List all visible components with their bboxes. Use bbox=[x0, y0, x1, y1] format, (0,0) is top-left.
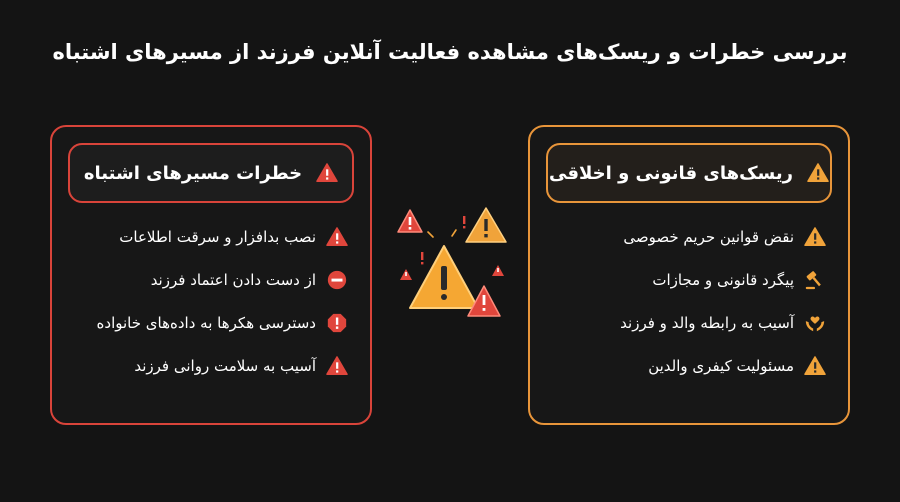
list-item-label: آسیب به رابطه والد و فرزند bbox=[620, 314, 794, 332]
legal-risks-panel bbox=[528, 125, 850, 425]
warning-icon bbox=[326, 226, 348, 248]
warning-icon bbox=[804, 226, 826, 248]
exclamation-mark bbox=[463, 216, 465, 228]
list-item-label: دسترسی هکرها به داده‌های خانواده bbox=[96, 314, 316, 332]
list-item-label: مسئولیت کیفری والدین bbox=[648, 357, 794, 375]
warning-signs-illustration bbox=[384, 206, 514, 324]
warning-icon bbox=[326, 355, 348, 377]
list-item bbox=[530, 225, 848, 249]
list-item-label: نصب بدافزار و سرقت اطلاعات bbox=[119, 228, 316, 246]
legal-risks-panel-title: ریسک‌های قانونی و اخلاقی bbox=[549, 162, 793, 184]
exclamation-mark bbox=[421, 252, 423, 264]
list-item bbox=[52, 268, 370, 292]
list-item bbox=[530, 311, 848, 335]
dangers-panel-header bbox=[68, 143, 354, 203]
dangers-panel bbox=[50, 125, 372, 425]
list-item bbox=[52, 354, 370, 378]
list-item bbox=[52, 225, 370, 249]
exclamation-icon bbox=[326, 312, 348, 334]
heart-hands-icon bbox=[804, 312, 826, 334]
gavel-icon bbox=[804, 269, 826, 291]
page-title: بررسی خطرات و ریسک‌های مشاهده فعالیت آنلاین فرزند از مسیرهای اشتباه bbox=[52, 40, 848, 64]
warning-icon bbox=[398, 210, 422, 232]
list-item-label: پیگرد قانونی و مجازات bbox=[652, 271, 794, 289]
warning-icon bbox=[410, 246, 478, 308]
warning-icon bbox=[466, 208, 506, 242]
warning-icon bbox=[400, 269, 412, 280]
list-item bbox=[52, 311, 370, 335]
spark-lines bbox=[428, 230, 456, 237]
dangers-panel-title: خطرات مسیرهای اشتباه bbox=[83, 162, 303, 184]
warning-icon bbox=[492, 265, 504, 276]
list-item-label: نقض قوانین حریم خصوصی bbox=[623, 228, 794, 246]
no-entry-icon bbox=[326, 269, 348, 291]
warning-icon bbox=[807, 161, 829, 185]
list-item-label: از دست دادن اعتماد فرزند bbox=[150, 271, 316, 289]
warning-icon bbox=[316, 161, 338, 185]
list-item bbox=[530, 354, 848, 378]
legal-risks-panel-header bbox=[546, 143, 832, 203]
warning-icon bbox=[804, 355, 826, 377]
list-item-label: آسیب به سلامت روانی فرزند bbox=[134, 357, 316, 375]
list-item bbox=[530, 268, 848, 292]
